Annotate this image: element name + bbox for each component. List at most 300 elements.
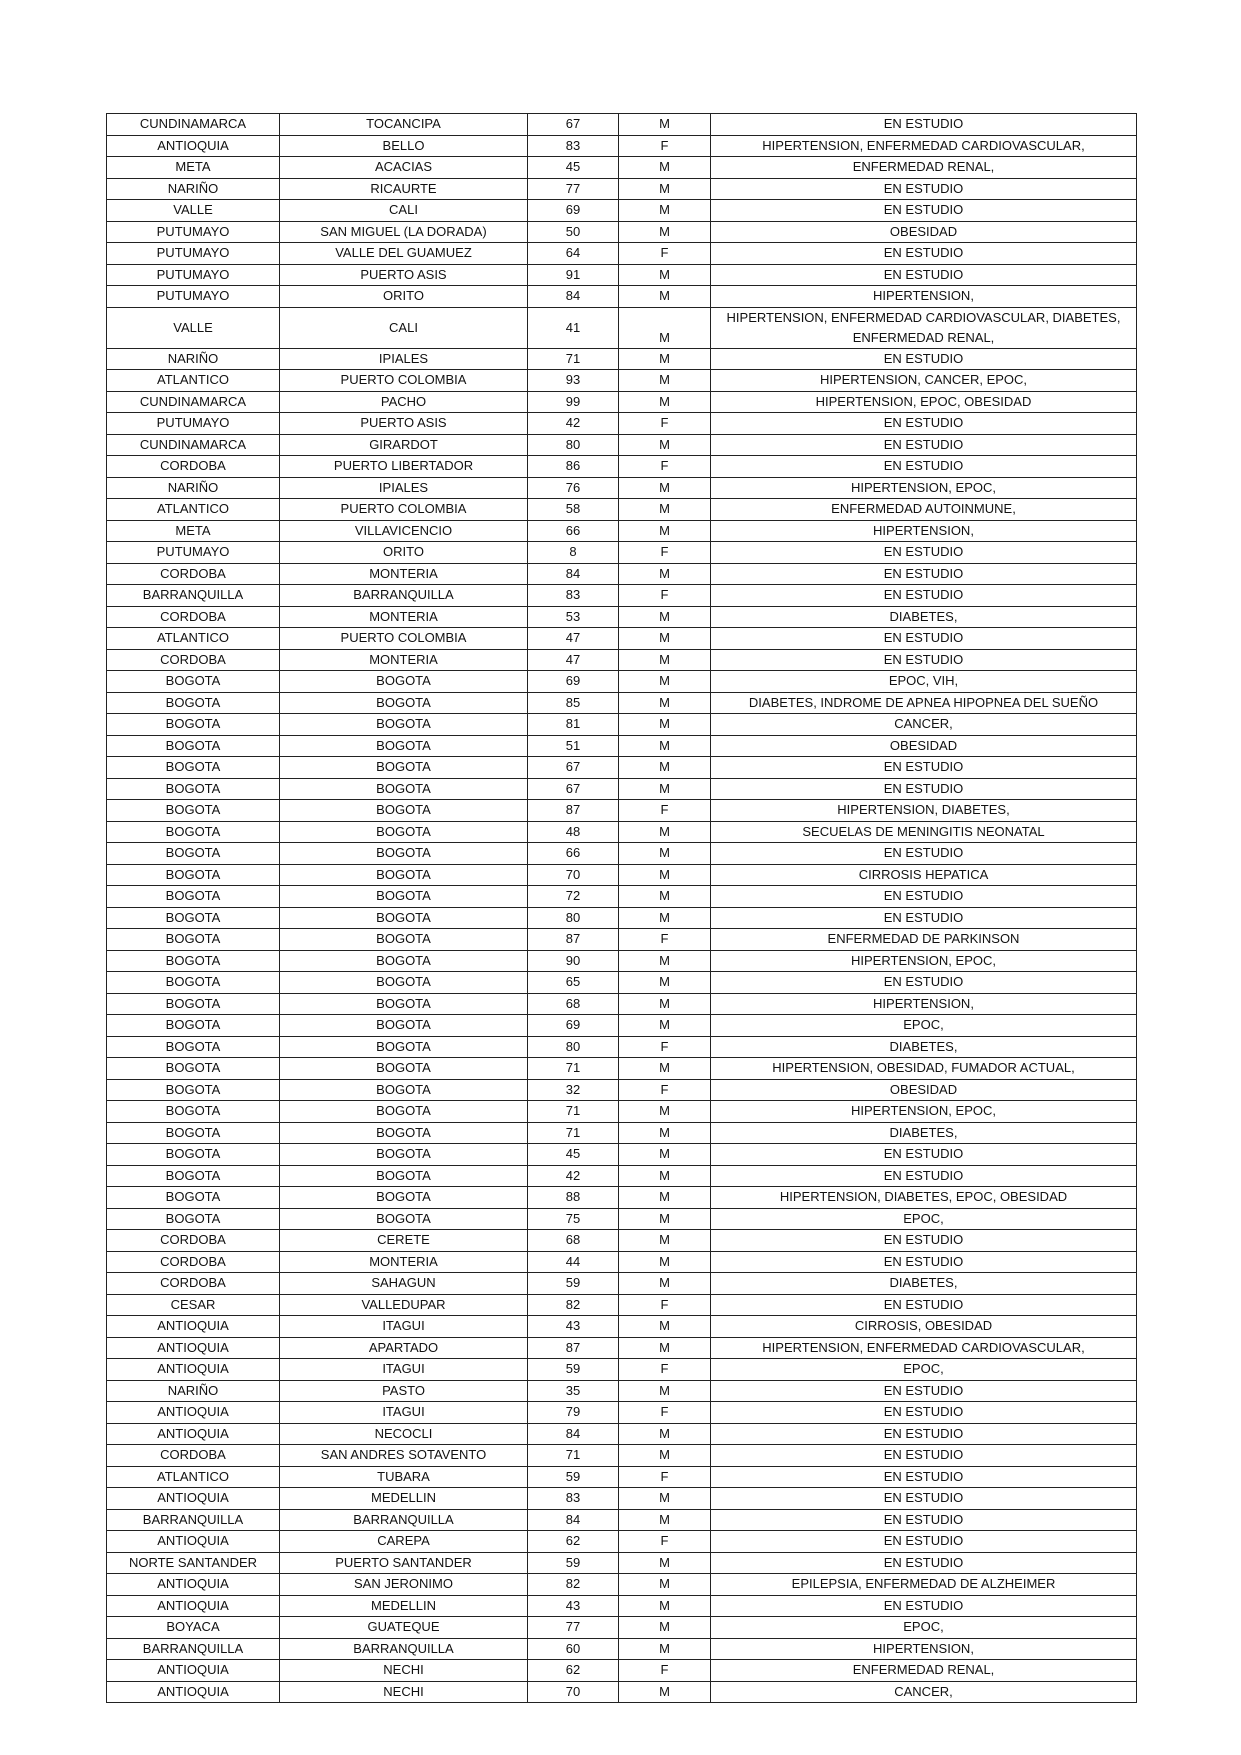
department-cell: BOGOTA [107,843,280,865]
department-cell: NORTE SANTANDER [107,1552,280,1574]
sex-cell: F [619,1531,711,1553]
municipality-cell: BARRANQUILLA [280,1638,528,1660]
municipality-cell: GIRARDOT [280,434,528,456]
condition-cell: HIPERTENSION, DIABETES, EPOC, OBESIDAD [711,1187,1137,1209]
age-cell: 84 [528,286,619,308]
municipality-cell: ITAGUI [280,1316,528,1338]
department-cell: CESAR [107,1294,280,1316]
department-cell: ANTIOQUIA [107,135,280,157]
age-cell: 80 [528,434,619,456]
sex-cell: M [619,477,711,499]
table-row [107,542,1137,564]
department-cell: BOYACA [107,1617,280,1639]
municipality-cell: PUERTO ASIS [280,264,528,286]
municipality-cell: BOGOTA [280,1079,528,1101]
sex-cell: M [619,1423,711,1445]
municipality-cell: BOGOTA [280,950,528,972]
age-cell: 62 [528,1660,619,1682]
sex-cell: M [619,264,711,286]
condition-cell: EPOC, [711,1015,1137,1037]
table-row [107,714,1137,736]
age-cell: 71 [528,1101,619,1123]
condition-cell: EPOC, [711,1359,1137,1381]
table-row [107,1230,1137,1252]
table-row [107,606,1137,628]
table-row [107,264,1137,286]
department-cell: BOGOTA [107,778,280,800]
municipality-cell: BOGOTA [280,972,528,994]
table-row [107,1316,1137,1338]
municipality-cell: BOGOTA [280,671,528,693]
table-row [107,243,1137,265]
table-row [107,671,1137,693]
table-row [107,1402,1137,1424]
case-table [106,113,1137,1703]
sex-cell: F [619,1466,711,1488]
sex-cell: M [619,1681,711,1703]
sex-cell: M [619,606,711,628]
sex-cell: M [619,499,711,521]
sex-cell: M [619,1488,711,1510]
table-row [107,157,1137,179]
municipality-cell: BOGOTA [280,821,528,843]
municipality-cell: BOGOTA [280,886,528,908]
table-row [107,585,1137,607]
department-cell: BOGOTA [107,907,280,929]
municipality-cell: ITAGUI [280,1359,528,1381]
age-cell: 42 [528,1165,619,1187]
condition-cell: EPOC, [711,1208,1137,1230]
condition-cell: CIRROSIS HEPATICA [711,864,1137,886]
condition-cell: SECUELAS DE MENINGITIS NEONATAL [711,821,1137,843]
sex-cell: M [619,1165,711,1187]
department-cell: ANTIOQUIA [107,1488,280,1510]
age-cell: 51 [528,735,619,757]
department-cell: BOGOTA [107,1208,280,1230]
age-cell: 70 [528,1681,619,1703]
age-cell: 43 [528,1316,619,1338]
condition-cell: CANCER, [711,714,1137,736]
condition-cell: EN ESTUDIO [711,114,1137,136]
department-cell: PUTUMAYO [107,542,280,564]
table-row [107,993,1137,1015]
table-row [107,114,1137,136]
department-cell: CORDOBA [107,1273,280,1295]
age-cell: 67 [528,757,619,779]
age-cell: 85 [528,692,619,714]
table-row [107,929,1137,951]
table-row [107,477,1137,499]
table-row [107,348,1137,370]
department-cell: ANTIOQUIA [107,1337,280,1359]
department-cell: BOGOTA [107,864,280,886]
municipality-cell: BOGOTA [280,1015,528,1037]
sex-cell: M [619,1337,711,1359]
age-cell: 59 [528,1359,619,1381]
department-cell: ATLANTICO [107,499,280,521]
condition-cell: EN ESTUDIO [711,456,1137,478]
municipality-cell: TOCANCIPA [280,114,528,136]
age-cell: 69 [528,200,619,222]
age-cell: 91 [528,264,619,286]
table-row [107,864,1137,886]
municipality-cell: CALI [280,307,528,348]
sex-cell: F [619,1359,711,1381]
condition-cell: HIPERTENSION, ENFERMEDAD CARDIOVASCULAR, DIABETES, ENFERMEDAD RENAL, [711,307,1137,348]
municipality-cell: BOGOTA [280,1144,528,1166]
sex-cell: M [619,1574,711,1596]
sex-cell: F [619,800,711,822]
department-cell: BARRANQUILLA [107,1509,280,1531]
department-cell: BOGOTA [107,1058,280,1080]
sex-cell: M [619,950,711,972]
table-row [107,950,1137,972]
sex-cell: M [619,157,711,179]
age-cell: 76 [528,477,619,499]
sex-cell: M [619,1208,711,1230]
table-row [107,286,1137,308]
condition-cell: EN ESTUDIO [711,1251,1137,1273]
condition-cell: EN ESTUDIO [711,1445,1137,1467]
department-cell: ANTIOQUIA [107,1531,280,1553]
table-row [107,800,1137,822]
age-cell: 87 [528,800,619,822]
municipality-cell: NECOCLI [280,1423,528,1445]
condition-cell: EN ESTUDIO [711,972,1137,994]
condition-cell: EN ESTUDIO [711,1230,1137,1252]
department-cell: PUTUMAYO [107,264,280,286]
sex-cell: M [619,1595,711,1617]
department-cell: BOGOTA [107,886,280,908]
municipality-cell: MEDELLIN [280,1488,528,1510]
table-row [107,907,1137,929]
municipality-cell: MONTERIA [280,563,528,585]
municipality-cell: PASTO [280,1380,528,1402]
sex-cell: M [619,200,711,222]
condition-cell: HIPERTENSION, [711,520,1137,542]
age-cell: 82 [528,1294,619,1316]
age-cell: 44 [528,1251,619,1273]
age-cell: 68 [528,1230,619,1252]
department-cell: BOGOTA [107,1165,280,1187]
sex-cell: F [619,413,711,435]
department-cell: BOGOTA [107,950,280,972]
sex-cell: M [619,391,711,413]
table-row [107,1251,1137,1273]
sex-cell: M [619,993,711,1015]
municipality-cell: NECHI [280,1681,528,1703]
condition-cell: EN ESTUDIO [711,757,1137,779]
department-cell: ANTIOQUIA [107,1423,280,1445]
sex-cell: M [619,628,711,650]
age-cell: 69 [528,671,619,693]
sex-cell: M [619,1380,711,1402]
department-cell: NARIÑO [107,477,280,499]
department-cell: BOGOTA [107,714,280,736]
municipality-cell: VALLE DEL GUAMUEZ [280,243,528,265]
department-cell: CORDOBA [107,649,280,671]
municipality-cell: PUERTO LIBERTADOR [280,456,528,478]
sex-cell: M [619,1273,711,1295]
condition-cell: HIPERTENSION, EPOC, OBESIDAD [711,391,1137,413]
age-cell: 70 [528,864,619,886]
table-row [107,757,1137,779]
municipality-cell: MONTERIA [280,649,528,671]
sex-cell: F [619,1660,711,1682]
municipality-cell: BOGOTA [280,843,528,865]
table-row [107,1359,1137,1381]
age-cell: 67 [528,114,619,136]
municipality-cell: BOGOTA [280,778,528,800]
department-cell: CORDOBA [107,1251,280,1273]
age-cell: 58 [528,499,619,521]
sex-cell: F [619,1079,711,1101]
condition-cell: HIPERTENSION, [711,286,1137,308]
municipality-cell: BOGOTA [280,1187,528,1209]
table-row [107,1660,1137,1682]
condition-cell: HIPERTENSION, OBESIDAD, FUMADOR ACTUAL, [711,1058,1137,1080]
table-row [107,692,1137,714]
age-cell: 59 [528,1552,619,1574]
table-row [107,391,1137,413]
municipality-cell: BOGOTA [280,864,528,886]
sex-cell: M [619,178,711,200]
department-cell: CORDOBA [107,563,280,585]
sex-cell: F [619,1036,711,1058]
sex-cell: M [619,714,711,736]
sex-cell: M [619,563,711,585]
table-row [107,307,1137,348]
table-row [107,1681,1137,1703]
age-cell: 32 [528,1079,619,1101]
department-cell: CORDOBA [107,1445,280,1467]
age-cell: 62 [528,1531,619,1553]
municipality-cell: BOGOTA [280,907,528,929]
condition-cell: EPOC, [711,1617,1137,1639]
table-row [107,1036,1137,1058]
department-cell: NARIÑO [107,1380,280,1402]
age-cell: 66 [528,520,619,542]
table-row [107,1531,1137,1553]
municipality-cell: IPIALES [280,348,528,370]
table-row [107,1552,1137,1574]
age-cell: 71 [528,1122,619,1144]
age-cell: 81 [528,714,619,736]
table-row [107,628,1137,650]
table-row [107,1574,1137,1596]
condition-cell: EN ESTUDIO [711,585,1137,607]
condition-cell: ENFERMEDAD AUTOINMUNE, [711,499,1137,521]
condition-cell: EN ESTUDIO [711,1552,1137,1574]
condition-cell: EN ESTUDIO [711,178,1137,200]
table-row [107,1273,1137,1295]
condition-cell: EN ESTUDIO [711,1294,1137,1316]
sex-cell: M [619,1552,711,1574]
condition-cell: DIABETES, [711,606,1137,628]
age-cell: 65 [528,972,619,994]
department-cell: BOGOTA [107,1101,280,1123]
condition-cell: HIPERTENSION, EPOC, [711,950,1137,972]
municipality-cell: PUERTO COLOMBIA [280,628,528,650]
age-cell: 60 [528,1638,619,1660]
sex-cell: F [619,456,711,478]
table-row [107,1122,1137,1144]
table-row [107,1187,1137,1209]
sex-cell: M [619,757,711,779]
age-cell: 83 [528,1488,619,1510]
age-cell: 71 [528,1058,619,1080]
sex-cell: M [619,864,711,886]
table-row [107,520,1137,542]
municipality-cell: ACACIAS [280,157,528,179]
municipality-cell: SAN JERONIMO [280,1574,528,1596]
condition-cell: EN ESTUDIO [711,628,1137,650]
condition-cell: EN ESTUDIO [711,264,1137,286]
department-cell: ANTIOQUIA [107,1359,280,1381]
condition-cell: EN ESTUDIO [711,434,1137,456]
condition-cell: DIABETES, [711,1122,1137,1144]
table-row [107,221,1137,243]
table-row [107,1509,1137,1531]
sex-cell: M [619,1230,711,1252]
condition-cell: ENFERMEDAD DE PARKINSON [711,929,1137,951]
department-cell: VALLE [107,307,280,348]
municipality-cell: ORITO [280,286,528,308]
condition-cell: EN ESTUDIO [711,1509,1137,1531]
department-cell: BOGOTA [107,972,280,994]
age-cell: 83 [528,135,619,157]
sex-cell: F [619,135,711,157]
department-cell: BOGOTA [107,1036,280,1058]
department-cell: ANTIOQUIA [107,1402,280,1424]
table-row [107,563,1137,585]
department-cell: BOGOTA [107,993,280,1015]
condition-cell: EN ESTUDIO [711,1423,1137,1445]
condition-cell: ENFERMEDAD RENAL, [711,1660,1137,1682]
table-row [107,1165,1137,1187]
condition-cell: EN ESTUDIO [711,1488,1137,1510]
municipality-cell: VALLEDUPAR [280,1294,528,1316]
municipality-cell: SAN MIGUEL (LA DORADA) [280,221,528,243]
municipality-cell: CAREPA [280,1531,528,1553]
condition-cell: EPILEPSIA, ENFERMEDAD DE ALZHEIMER [711,1574,1137,1596]
municipality-cell: ORITO [280,542,528,564]
table-row [107,1337,1137,1359]
department-cell: BOGOTA [107,800,280,822]
department-cell: ATLANTICO [107,370,280,392]
department-cell: BOGOTA [107,735,280,757]
age-cell: 84 [528,1509,619,1531]
sex-cell: M [619,370,711,392]
age-cell: 80 [528,907,619,929]
condition-cell: HIPERTENSION, ENFERMEDAD CARDIOVASCULAR, [711,1337,1137,1359]
department-cell: BOGOTA [107,671,280,693]
department-cell: ANTIOQUIA [107,1316,280,1338]
sex-cell: M [619,1638,711,1660]
municipality-cell: BOGOTA [280,757,528,779]
condition-cell: DIABETES, [711,1273,1137,1295]
table-row [107,1488,1137,1510]
sex-cell: M [619,778,711,800]
condition-cell: DIABETES, [711,1036,1137,1058]
municipality-cell: CALI [280,200,528,222]
municipality-cell: BARRANQUILLA [280,1509,528,1531]
sex-cell: M [619,671,711,693]
age-cell: 8 [528,542,619,564]
sex-cell: M [619,692,711,714]
municipality-cell: BOGOTA [280,735,528,757]
table-row [107,972,1137,994]
age-cell: 79 [528,1402,619,1424]
age-cell: 87 [528,1337,619,1359]
municipality-cell: BOGOTA [280,1122,528,1144]
age-cell: 93 [528,370,619,392]
municipality-cell: IPIALES [280,477,528,499]
department-cell: BOGOTA [107,1187,280,1209]
department-cell: NARIÑO [107,348,280,370]
municipality-cell: PUERTO SANTANDER [280,1552,528,1574]
table-row [107,200,1137,222]
table-row [107,778,1137,800]
sex-cell: M [619,307,711,348]
department-cell: BOGOTA [107,692,280,714]
condition-cell: HIPERTENSION, [711,993,1137,1015]
age-cell: 69 [528,1015,619,1037]
condition-cell: HIPERTENSION, ENFERMEDAD CARDIOVASCULAR, [711,135,1137,157]
condition-cell: HIPERTENSION, DIABETES, [711,800,1137,822]
age-cell: 84 [528,1423,619,1445]
age-cell: 75 [528,1208,619,1230]
department-cell: VALLE [107,200,280,222]
sex-cell: M [619,1445,711,1467]
table-row [107,456,1137,478]
department-cell: BOGOTA [107,1015,280,1037]
age-cell: 77 [528,178,619,200]
municipality-cell: VILLAVICENCIO [280,520,528,542]
department-cell: CORDOBA [107,606,280,628]
condition-cell: EN ESTUDIO [711,1402,1137,1424]
municipality-cell: BARRANQUILLA [280,585,528,607]
condition-cell: HIPERTENSION, CANCER, EPOC, [711,370,1137,392]
table-row [107,1015,1137,1037]
sex-cell: M [619,348,711,370]
sex-cell: M [619,735,711,757]
municipality-cell: PUERTO COLOMBIA [280,370,528,392]
sex-cell: M [619,886,711,908]
department-cell: PUTUMAYO [107,221,280,243]
condition-cell: EN ESTUDIO [711,1165,1137,1187]
department-cell: ANTIOQUIA [107,1660,280,1682]
department-cell: BOGOTA [107,757,280,779]
municipality-cell: SAN ANDRES SOTAVENTO [280,1445,528,1467]
condition-cell: EN ESTUDIO [711,1144,1137,1166]
table-row [107,1595,1137,1617]
age-cell: 68 [528,993,619,1015]
age-cell: 83 [528,585,619,607]
department-cell: ANTIOQUIA [107,1681,280,1703]
table-row [107,178,1137,200]
department-cell: PUTUMAYO [107,413,280,435]
condition-cell: EN ESTUDIO [711,1380,1137,1402]
municipality-cell: RICAURTE [280,178,528,200]
condition-cell: CANCER, [711,1681,1137,1703]
age-cell: 72 [528,886,619,908]
condition-cell: HIPERTENSION, [711,1638,1137,1660]
age-cell: 41 [528,307,619,348]
table-row [107,1208,1137,1230]
municipality-cell: PACHO [280,391,528,413]
table-row [107,135,1137,157]
